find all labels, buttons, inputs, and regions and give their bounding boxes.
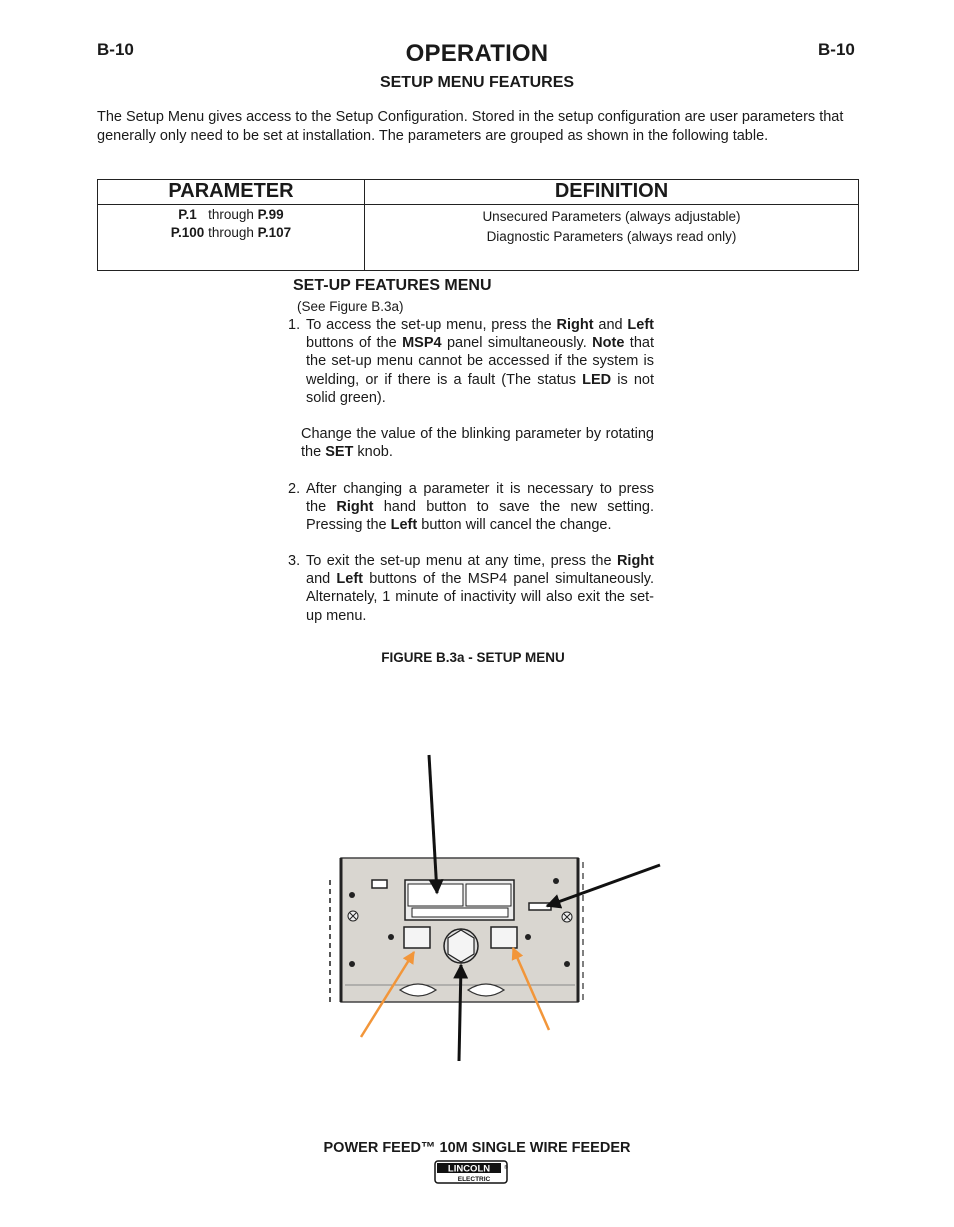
step-3: 3. To exit the set-up menu at any time, press the Right and Left buttons of the MSP4 panel simultaneously. Alternately, 1 minute of inactivity will also exit the set-up menu. — [288, 553, 654, 624]
set-knob — [444, 929, 478, 963]
parameter-range-1: P.1 through P.99 — [178, 207, 284, 222]
parameter-range-2: P.100 through P.107 — [170, 225, 292, 240]
page-title: OPERATION — [405, 40, 549, 67]
page-number-right: B-10 — [818, 40, 855, 59]
footer-title: POWER FEED™ 10M SINGLE WIRE FEEDER — [323, 1140, 631, 1156]
connector-icon — [372, 880, 387, 888]
see-figure-note: (See Figure B.3a) — [297, 299, 404, 314]
screw-icon — [348, 911, 358, 921]
svg-text:LINCOLN: LINCOLN — [447, 1163, 491, 1175]
intro-paragraph: The Setup Menu gives access to the Setup Configuration. Stored in the setup configuration are user parameters that generally only need to be set at installation. The parameters are grouped as shown in the following table. — [97, 109, 844, 144]
definition-2: Diagnostic Parameters (always read only) — [486, 229, 737, 244]
section-subtitle: SETUP MENU FEATURES — [379, 74, 575, 91]
step-2: 2. After changing a parameter it is necessary to press the Right hand button to save the new setting. Pressing the Left button will cancel the change. — [288, 481, 654, 534]
right-button — [491, 927, 517, 948]
lincoln-electric-logo — [434, 1160, 510, 1184]
display-window — [405, 880, 514, 920]
parameter-header: PARAMETER — [98, 180, 365, 205]
left-button — [404, 927, 430, 948]
step-1: 1. To access the set-up menu, press the Right and Left buttons of the MSP4 panel simultaneously. Note that the set-up menu cannot be accessed if the system is welding, or if there is a fault (The status LED is not solid green). — [288, 317, 655, 406]
svg-text:®: ® — [504, 1165, 508, 1171]
arrow-to-set-knob — [459, 965, 461, 1061]
change-value-note: Change the value of the blinking parameter by rotating the SET knob. — [301, 426, 654, 461]
definition-1: Unsecured Parameters (always adjustable) — [482, 209, 741, 224]
page-number-left: B-10 — [97, 40, 134, 59]
definition-header: DEFINITION — [365, 180, 859, 205]
screw-icon — [562, 912, 572, 922]
figure-caption: FIGURE B.3a - SETUP MENU — [381, 650, 565, 665]
setup-heading: SET-UP FEATURES MENU — [293, 277, 492, 294]
svg-text:ELECTRIC: ELECTRIC — [457, 1176, 491, 1183]
